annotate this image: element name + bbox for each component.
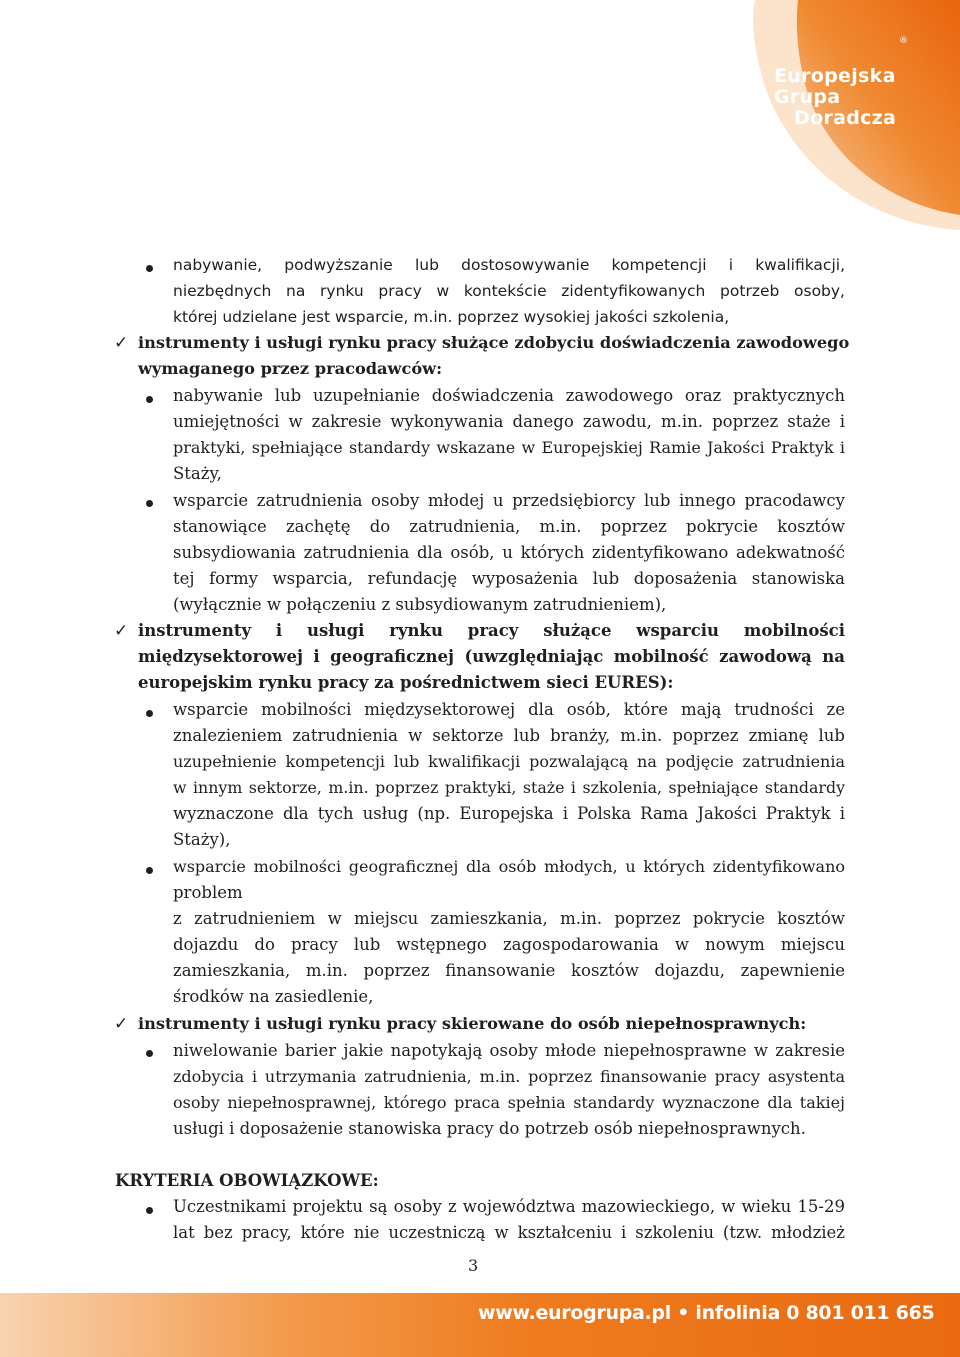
text-line: praktyki, spełniające standardy wskazane w Europejskiej Ramie Jakości Praktyk i bbox=[173, 438, 845, 457]
section-heading: instrumenty i usługi rynku pracy służące wsparciu mobilności bbox=[138, 621, 845, 640]
text-line: usługi i doposażenie stanowiska pracy do potrzeb osób niepełnosprawnych. bbox=[173, 1119, 806, 1138]
text-line: problem bbox=[173, 883, 243, 902]
text-line: uzupełnienie kompetencji lub kwalifikacji pozwalającą na podjęcie zatrudnienia bbox=[173, 752, 845, 771]
text-line: środków na zasiedlenie, bbox=[173, 987, 374, 1006]
text-line: wyznaczone dla tych usług (np. Europejska i Polska Rama Jakości Praktyk i bbox=[173, 804, 845, 823]
criteria-heading: KRYTERIA OBOWIĄZKOWE: bbox=[115, 1171, 379, 1190]
checkmark-icon: ✓ bbox=[114, 1014, 129, 1034]
text-line: Staży), bbox=[173, 830, 231, 849]
text-line: zdobycia i utrzymania zatrudnienia, m.in. poprzez finansowanie pracy asystenta bbox=[173, 1067, 845, 1086]
bullet-icon bbox=[146, 867, 153, 874]
section-heading: wymaganego przez pracodawców: bbox=[138, 359, 443, 378]
section-heading: instrumenty i usługi rynku pracy służące zdobyciu doświadczenia zawodowego bbox=[138, 333, 850, 352]
checkmark-icon: ✓ bbox=[114, 333, 129, 353]
text-line: której udzielane jest wsparcie, m.in. poprzez wysokiej jakości szkolenia, bbox=[173, 308, 730, 326]
text-line: osoby niepełnosprawnej, którego praca spełnia standardy wyznaczone dla takiej bbox=[173, 1093, 845, 1112]
bullet-icon bbox=[146, 1207, 153, 1214]
text-line: tej formy wsparcia, refundację wyposażenia lub doposażenia stanowiska bbox=[173, 569, 845, 588]
text-line: (wyłącznie w połączeniu z subsydiowanym zatrudnieniem), bbox=[173, 595, 667, 614]
text-line: Uczestnikami projektu są osoby z województwa mazowieckiego, w wieku 15-29 bbox=[173, 1197, 845, 1216]
text-line: dojazdu do pracy lub wstępnego zagospodarowania w nowym miejscu bbox=[173, 935, 845, 954]
bullet-icon bbox=[146, 500, 153, 507]
logo-line-3: Doradcza bbox=[794, 107, 897, 129]
registered-mark: ® bbox=[899, 36, 908, 46]
text-line: umiejętności w zakresie wykonywania danego zawodu, m.in. poprzez staże i bbox=[173, 412, 845, 431]
bullet-icon bbox=[146, 396, 153, 403]
bullet-icon bbox=[146, 710, 153, 717]
text-line: niwelowanie barier jakie napotykają osoby młode niepełnosprawne w zakresie bbox=[173, 1041, 845, 1060]
text-line: Staży, bbox=[173, 464, 222, 483]
text-line: niezbędnych na rynku pracy w kontekście zidentyfikowanych potrzeb osoby, bbox=[173, 282, 845, 300]
section-heading: międzysektorowej i geograficznej (uwzględniając mobilność zawodową na bbox=[138, 647, 845, 666]
checkmark-icon: ✓ bbox=[114, 621, 129, 641]
logo-line-2: Grupa bbox=[774, 86, 841, 108]
text-line: w innym sektorze, m.in. poprzez praktyki, staże i szkolenia, spełniające standardy bbox=[173, 778, 845, 797]
text-line: wsparcie mobilności międzysektorowej dla osób, które mają trudności ze bbox=[173, 700, 845, 719]
text-line: nabywanie, podwyższanie lub dostosowywanie kompetencji i kwalifikacji, bbox=[173, 256, 845, 274]
page-number: 3 bbox=[468, 1256, 479, 1275]
text-line: nabywanie lub uzupełnianie doświadczenia zawodowego oraz praktycznych bbox=[173, 386, 845, 405]
text-line: z zatrudnieniem w miejscu zamieszkania, m.in. poprzez pokrycie kosztów bbox=[173, 909, 845, 928]
text-line: znalezieniem zatrudnienia w sektorze lub branży, m.in. poprzez zmianę lub bbox=[173, 726, 845, 745]
text-line: lat bez pracy, które nie uczestniczą w kształceniu i szkoleniu (tzw. młodzież bbox=[173, 1223, 845, 1242]
bullet-icon bbox=[146, 265, 153, 272]
logo-line-1: Europejska bbox=[774, 65, 896, 87]
text-line: stanowiące zachętę do zatrudnienia, m.in. poprzez pokrycie kosztów bbox=[173, 517, 845, 536]
text-line: subsydiowania zatrudnienia dla osób, u których zidentyfikowano adekwatność bbox=[173, 543, 845, 562]
bullet-icon bbox=[146, 1050, 153, 1057]
text-line: zamieszkania, m.in. poprzez finansowanie kosztów dojazdu, zapewnienie bbox=[173, 961, 845, 980]
text-line: wsparcie mobilności geograficznej dla osób młodych, u których zidentyfikowano bbox=[173, 857, 845, 876]
footer-contact: www.eurogrupa.pl • infolinia 0 801 011 665 bbox=[478, 1302, 935, 1324]
text-line: wsparcie zatrudnienia osoby młodej u przedsiębiorcy lub innego pracodawcy bbox=[173, 491, 845, 510]
section-heading: europejskim rynku pracy za pośrednictwem sieci EURES): bbox=[138, 673, 674, 692]
company-logo bbox=[774, 66, 896, 129]
section-heading: instrumenty i usługi rynku pracy skierowane do osób niepełnosprawnych: bbox=[138, 1014, 807, 1033]
